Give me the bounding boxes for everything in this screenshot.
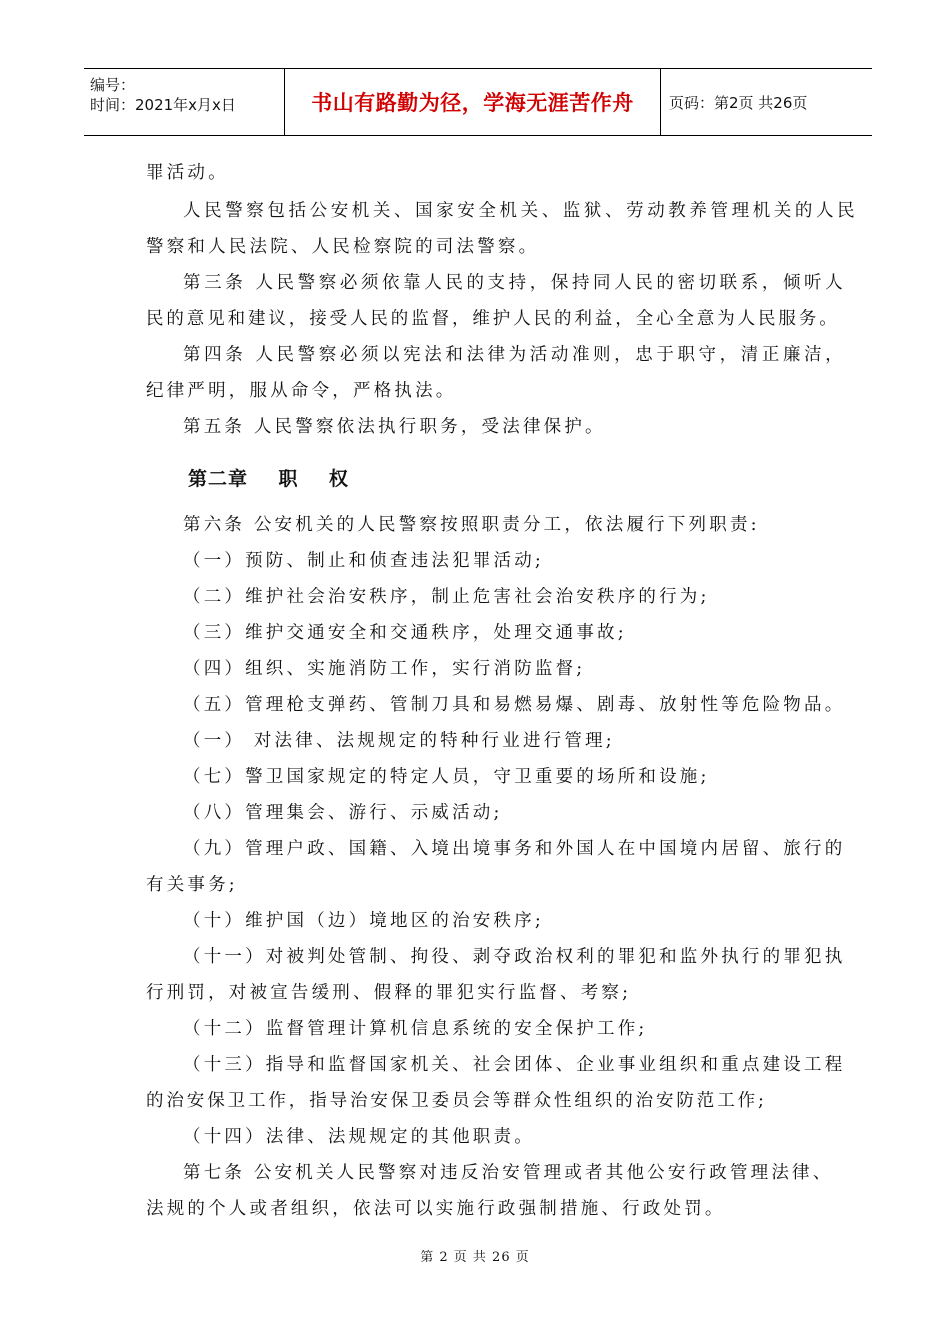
text-line: （十）维护国（边）境地区的治安秩序; xyxy=(183,911,544,931)
text-line: 的治安保卫工作，指导治安保卫委员会等群众性组织的治安防范工作; xyxy=(146,1091,767,1111)
text-line: （三）维护交通安全和交通秩序，处理交通事故; xyxy=(183,623,627,643)
text-line: （四）组织、实施消防工作，实行消防监督; xyxy=(183,659,586,679)
page-footer: 第 2 页 共 26 页 xyxy=(420,1250,530,1265)
text-line: 警察和人民法院、人民检察院的司法警察。 xyxy=(146,237,540,257)
text-line: 第五条 人民警察依法执行职务，受法律保护。 xyxy=(183,417,606,437)
text-line: 罪活动。 xyxy=(146,163,229,183)
text-line: （十二）监督管理计算机信息系统的安全保护工作; xyxy=(183,1019,648,1039)
text-line: 纪律严明，服从命令，严格执法。 xyxy=(146,381,457,401)
text-line: 行刑罚，对被宣告缓刑、假释的罪犯实行监督、考察; xyxy=(146,983,632,1003)
text-line: （十三）指导和监督国家机关、社会团体、企业事业组织和重点建设工程 xyxy=(183,1055,846,1075)
header-meta xyxy=(84,69,285,135)
text-line: （十一）对被判处管制、拘役、剥夺政治权利的罪犯和监外执行的罪犯执 xyxy=(183,947,846,967)
text-line: （十四）法律、法规规定的其他职责。 xyxy=(183,1127,535,1147)
text-line: （五）管理枪支弹药、管制刀具和易燃易爆、剧毒、放射性等危险物品。 xyxy=(183,695,846,715)
text-line: （七）警卫国家规定的特定人员，守卫重要的场所和设施; xyxy=(183,767,710,787)
text-line: 有关事务; xyxy=(146,875,238,895)
text-line: 第六条 公安机关的人民警察按照职责分工，依法履行下列职责: xyxy=(183,515,760,535)
text-line: （九）管理户政、国籍、入境出境事务和外国人在中国境内居留、旅行的 xyxy=(183,839,846,859)
serial-label: 编号： xyxy=(90,76,136,94)
header-motto: 书山有路勤为径，学海无涯苦作舟 xyxy=(285,69,661,135)
chapter-heading: 第二章 职 权 xyxy=(188,468,349,490)
text-line: 第三条 人民警察必须依靠人民的支持，保持同人民的密切联系，倾听人 xyxy=(183,273,847,293)
text-line: 第四条 人民警察必须以宪法和法律为活动准则，忠于职守，清正廉洁， xyxy=(183,345,847,365)
text-line: （八）管理集会、游行、示威活动; xyxy=(183,803,503,823)
header-page-info: 页码：第2页 共26页 xyxy=(669,93,808,112)
text-line: 人民警察包括公安机关、国家安全机关、监狱、劳动教养管理机关的人民 xyxy=(183,201,859,221)
text-line: （二）维护社会治安秩序，制止危害社会治安秩序的行为; xyxy=(183,587,710,607)
page-header xyxy=(84,68,872,136)
text-line: 法规的个人或者组织，依法可以实施行政强制措施、行政处罚。 xyxy=(146,1199,726,1219)
time-label: 时间：2021年x月x日 xyxy=(90,96,236,114)
text-line: 民的意见和建议，接受人民的监督，维护人民的利益，全心全意为人民服务。 xyxy=(146,309,840,329)
text-line: （一） 对法律、法规规定的特种行业进行管理; xyxy=(183,731,615,751)
text-line: 第七条 公安机关人民警察对违反治安管理或者其他公安行政管理法律、 xyxy=(183,1163,834,1183)
text-line: （一）预防、制止和侦查违法犯罪活动; xyxy=(183,551,544,571)
